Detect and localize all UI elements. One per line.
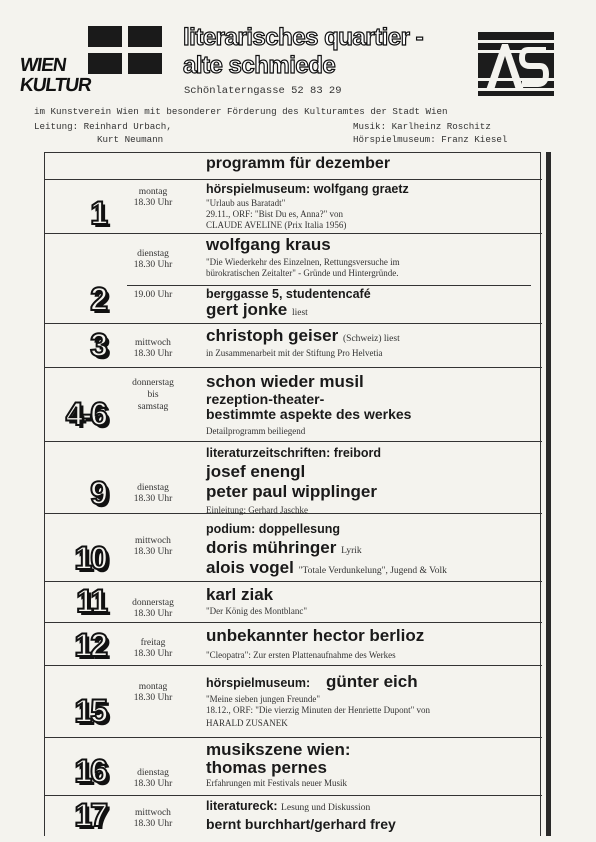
event-detail: 18.12., ORF: "Die vierzig Minuten der Henriette Dupont" von bbox=[206, 705, 431, 715]
day-number: 11 bbox=[76, 583, 106, 619]
event-speaker: günter eich bbox=[326, 672, 418, 691]
weekday: mittwoch bbox=[135, 536, 171, 546]
event-detail: "Urlaub aus Baratadt" bbox=[206, 198, 286, 208]
leitung-line2: Kurt Neumann bbox=[97, 134, 164, 145]
event-time: 18.30 Uhr bbox=[133, 779, 173, 789]
event-title: schon wieder musil bbox=[206, 372, 364, 391]
program-heading: programm für dezember bbox=[206, 155, 391, 172]
event-venue: berggasse 5, studentencafé bbox=[206, 287, 371, 301]
weekday: mittwoch bbox=[135, 808, 171, 818]
weekday: dienstag bbox=[137, 483, 169, 493]
weekday: montag bbox=[138, 187, 168, 197]
venue-title bbox=[183, 24, 473, 80]
event-title: musikszene wien: bbox=[206, 740, 351, 759]
as-logo-icon bbox=[478, 32, 554, 96]
cross-logo-icon bbox=[88, 26, 166, 76]
weekday: dienstag bbox=[137, 768, 169, 778]
event-detail: Detailprogramm beiliegend bbox=[206, 426, 306, 436]
weekday: mittwoch bbox=[135, 338, 171, 348]
event-speaker: doris mühringer Lyrik bbox=[206, 538, 362, 557]
event-time: 18.30 Uhr bbox=[133, 547, 173, 557]
event-speaker: thomas pernes bbox=[206, 758, 327, 777]
event-time: 18.30 Uhr bbox=[133, 494, 173, 504]
event-speaker: christoph geiser (Schweiz) liest bbox=[206, 326, 400, 345]
as-logo bbox=[478, 32, 554, 96]
weekday: samstag bbox=[137, 402, 169, 412]
musik-credit: Musik: Karlheinz Roschitz bbox=[353, 121, 491, 132]
weekday: montag bbox=[138, 682, 168, 692]
day-number: 1 bbox=[90, 195, 106, 231]
event-detail: "Meine sieben jungen Freunde" bbox=[206, 694, 321, 704]
day-number: 10 bbox=[74, 540, 106, 576]
event-subtitle: bestimmte aspekte des werkes bbox=[206, 406, 412, 422]
event-title: hörspielmuseum: bbox=[206, 676, 311, 690]
hoerspiel-credit: Hörspielmuseum: Franz Kiesel bbox=[353, 134, 508, 145]
event-time: 18.30 Uhr bbox=[133, 609, 173, 619]
event-detail: "Cleopatra": Zur ersten Plattenaufnahme des Werkes bbox=[206, 650, 396, 660]
event-detail: HARALD ZUSANEK bbox=[206, 718, 288, 728]
event-time: 18.30 Uhr bbox=[133, 649, 173, 659]
event-title: podium: doppellesung bbox=[206, 522, 341, 536]
day-number: 3 bbox=[90, 327, 106, 363]
wien-logo-text: WIEN bbox=[18, 55, 68, 76]
event-detail: 29.11., ORF: "Bist Du es, Anna?" von bbox=[206, 209, 344, 219]
event-time: 18.30 Uhr bbox=[133, 349, 173, 359]
day-number: 9 bbox=[90, 475, 106, 511]
wien-kultur-logo bbox=[20, 26, 170, 102]
day-number: 16 bbox=[74, 753, 106, 789]
venue-title-line1: literarisches quartier - bbox=[183, 24, 424, 51]
day-number: 12 bbox=[74, 627, 106, 663]
event-detail: Einleitung: Gerhard Jaschke bbox=[206, 505, 308, 515]
event-speaker: wolfgang kraus bbox=[206, 235, 331, 254]
event-detail: CLAUDE AVELINE (Prix Italia 1956) bbox=[206, 220, 347, 230]
event-detail: Erfahrungen mit Festivals neuer Musik bbox=[206, 778, 347, 788]
event-time: 19.00 Uhr bbox=[133, 290, 173, 300]
event-speaker: josef enengl bbox=[206, 462, 306, 481]
event-speaker: karl ziak bbox=[206, 585, 274, 604]
weekday: dienstag bbox=[137, 249, 169, 259]
event-speaker: peter paul wipplinger bbox=[206, 482, 377, 501]
event-detail: in Zusammenarbeit mit der Stiftung Pro Helvetia bbox=[206, 348, 383, 358]
event-title: unbekannter hector berlioz bbox=[206, 626, 425, 645]
day-number: 4-6 bbox=[65, 396, 106, 432]
event-detail: bürokratischen Zeitalter" - Gründe und Hintergründe. bbox=[206, 268, 399, 278]
event-detail: "Der König des Montblanc" bbox=[206, 606, 308, 616]
sponsor-line: im Kunstverein Wien mit besonderer Förderung des Kulturamtes der Stadt Wien bbox=[34, 106, 448, 117]
event-title: literaturzeitschriften: freibord bbox=[206, 446, 382, 460]
day-number: 17 bbox=[74, 797, 106, 833]
kultur-logo-text: KULTUR bbox=[18, 75, 93, 96]
table-right-bar bbox=[546, 152, 551, 836]
event-detail: "Die Wiederkehr des Einzelnen, Rettungsversuche im bbox=[206, 257, 400, 267]
event-subtitle: rezeption-theater- bbox=[206, 391, 325, 407]
weekday: freitag bbox=[140, 638, 166, 648]
event-title: hörspielmuseum: wolfgang graetz bbox=[206, 182, 409, 196]
venue-title-line2: alte schmiede bbox=[183, 52, 336, 79]
event-time: 18.30 Uhr bbox=[133, 198, 173, 208]
event-title: literatureck: Lesung und Diskussion bbox=[206, 799, 371, 813]
event-time: 18.30 Uhr bbox=[133, 693, 173, 703]
day-number: 2 bbox=[90, 281, 106, 317]
event-time: 18.30 Uhr bbox=[133, 819, 173, 829]
leitung-line1: Leitung: Reinhard Urbach, bbox=[34, 121, 172, 132]
venue-address: Schönlaterngasse 52 83 29 bbox=[184, 85, 342, 97]
weekday: donnerstag bbox=[132, 378, 174, 388]
weekday-bis: bis bbox=[147, 390, 159, 400]
day-number: 15 bbox=[74, 693, 106, 729]
event-speaker: bernt burchhart/gerhard frey bbox=[206, 816, 396, 832]
weekday: donnerstag bbox=[132, 598, 174, 608]
event-time: 18.30 Uhr bbox=[133, 260, 173, 270]
event-speaker: alois vogel "Totale Verdunkelung", Jugend & Volk bbox=[206, 558, 447, 577]
event-speaker: gert jonke liest bbox=[206, 300, 308, 319]
